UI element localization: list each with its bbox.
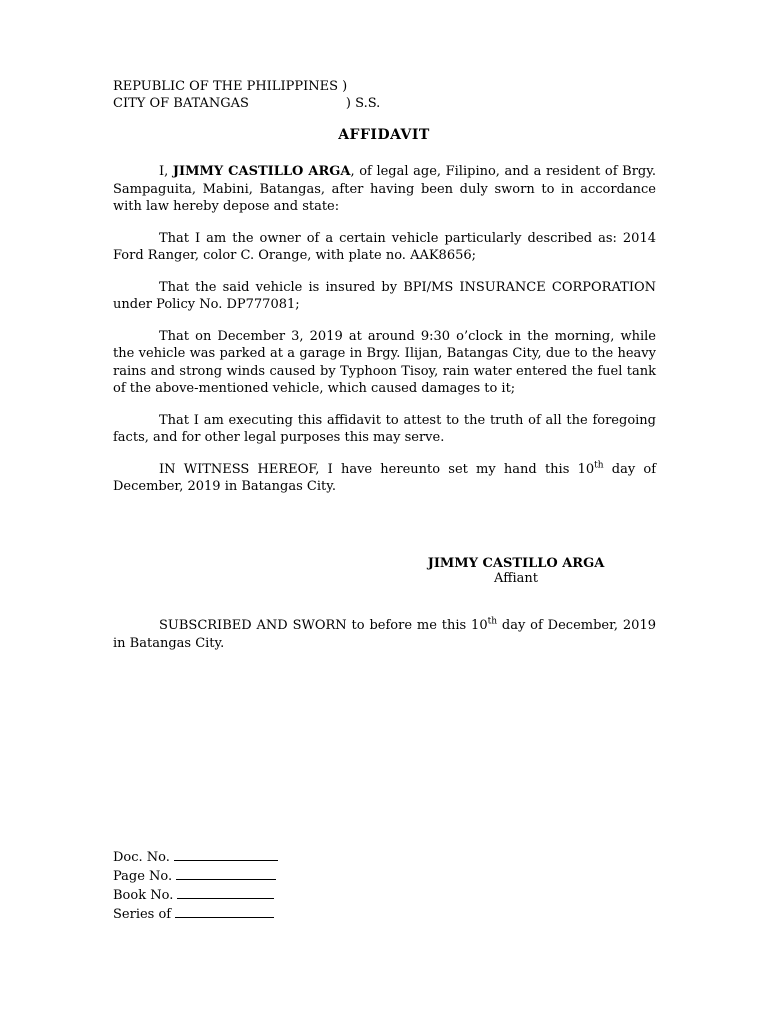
- intro-rest: , of legal age, Filipino, and a resident of Brgy. Sampaguita, Mabini, Batangas, after having been duly sworn to in accordance with law hereby depose and state:: [113, 164, 656, 214]
- venue-line-1: REPUBLIC OF THE PHILIPPINES ): [113, 79, 348, 94]
- paragraph-witness: [113, 461, 656, 496]
- doc-no-blank: [174, 848, 278, 861]
- witness-ordinal: th: [594, 460, 604, 471]
- page-no-blank: [176, 867, 276, 880]
- series-blank: [175, 905, 274, 918]
- page-no-label: Page No.: [113, 869, 173, 884]
- jurat-text-after: day of December, 2019 in Batangas City.: [113, 618, 656, 651]
- jurat-ordinal: th: [487, 616, 498, 627]
- book-no-blank: [177, 886, 274, 899]
- document-title: AFFIDAVIT: [338, 127, 430, 143]
- affidavit-body: [113, 163, 656, 510]
- paragraph-insurance: That the said vehicle is insured by BPI/MS INSURANCE CORPORATION under Policy No. DP777081;: [113, 279, 656, 312]
- venue-city: CITY OF BATANGAS: [113, 96, 249, 111]
- notarial-register: [113, 848, 278, 924]
- doc-no-label: Doc. No.: [113, 850, 170, 865]
- jurat-paragraph: [113, 617, 656, 653]
- page-no-line: [113, 867, 278, 886]
- signature-block: [400, 556, 632, 586]
- book-no-label: Book No.: [113, 888, 174, 903]
- doc-no-line: [113, 848, 278, 867]
- venue-ss: ) S.S.: [345, 96, 381, 111]
- signatory-name: JIMMY CASTILLO ARGA: [427, 556, 605, 571]
- series-label: Series of: [113, 907, 172, 922]
- affiant-name: JIMMY CASTILLO ARGA: [172, 164, 351, 179]
- venue-line-2: [113, 95, 380, 112]
- paragraph-ownership: That I am the owner of a certain vehicle particularly described as: 2014 Ford Ranger, color C. Orange, with plate no. AAK8656;: [113, 230, 656, 263]
- jurat-block: [113, 617, 656, 653]
- series-line: [113, 905, 278, 924]
- witness-text-after: day of December, 2019 in Batangas City.: [113, 461, 656, 494]
- intro-prefix: I,: [159, 164, 173, 179]
- venue-block: [113, 78, 380, 112]
- book-no-line: [113, 886, 278, 905]
- jurat-text-before: SUBSCRIBED AND SWORN to before me this 10: [159, 618, 488, 633]
- intro-paragraph: [113, 163, 656, 216]
- paragraph-purpose: That I am executing this affidavit to attest to the truth of all the foregoing facts, and for other legal purposes this may serve.: [113, 412, 656, 445]
- witness-text-before: IN WITNESS HEREOF, I have hereunto set my hand this 10: [159, 461, 595, 477]
- signatory-role: Affiant: [494, 571, 538, 586]
- paragraph-incident: That on December 3, 2019 at around 9:30 o’clock in the morning, while the vehicle was parked at a garage in Brgy. Ilijan, Batangas City, due to the heavy rains and strong winds caused by Typhoon Tisoy, rain water entered the fuel tank of the above-mentioned vehicle, which caused damages to it;: [113, 328, 656, 396]
